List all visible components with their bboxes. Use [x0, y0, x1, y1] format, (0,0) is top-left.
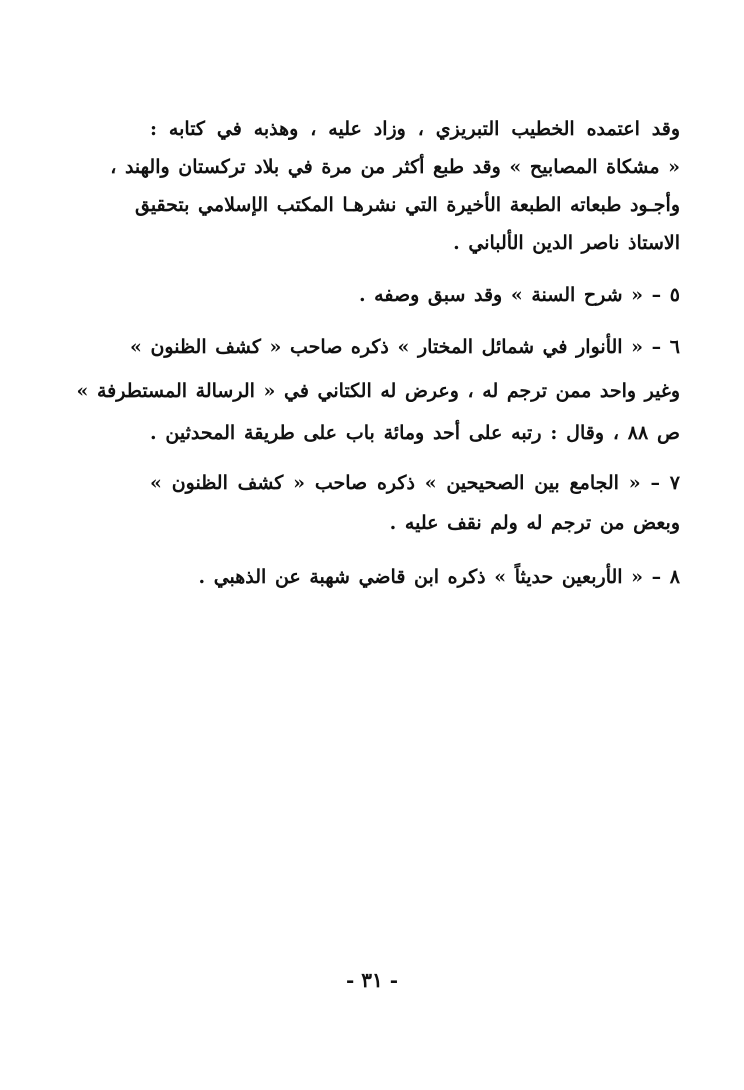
- text-line: وبعض من ترجم له ولم نقف عليه .: [389, 512, 680, 534]
- text-line: وقد اعتمده الخطيب التبريزي ، وزاد عليه ، وهذبه في كتابه :: [150, 118, 680, 140]
- list-item-5: ٥ – « شرح السنة » وقد سبق وصفه .: [358, 284, 680, 306]
- text-line: « مشكاة المصابيح » وقد طبع أكثر من مرة في بلاد تركستان والهند ،: [110, 156, 680, 178]
- text-line: وغير واحد ممن ترجم له ، وعرض له الكتاني في « الرسالة المستطرفة »: [76, 380, 680, 402]
- text-line: ص ٨٨ ، وقال : رتبه على أحد ومائة باب على طريقة المحدثين .: [150, 422, 680, 444]
- text-line: الاستاذ ناصر الدين الألباني .: [453, 232, 680, 254]
- page-number: - ٣١ -: [345, 968, 398, 992]
- list-item-6: ٦ – « الأنوار في شمائل المختار » ذكره صاحب « كشف الظنون »: [129, 336, 680, 358]
- list-item-7: ٧ – « الجامع بين الصحيحين » ذكره صاحب « كشف الظنون »: [150, 472, 680, 494]
- text-line: وأجـود طبعاته الطبعة الأخيرة التي نشرهـا المكتب الإسلامي بتحقيق: [134, 194, 680, 216]
- list-item-8: ٨ – « الأربعين حديثاً » ذكره ابن قاضي شهبة عن الذهبي .: [198, 566, 680, 588]
